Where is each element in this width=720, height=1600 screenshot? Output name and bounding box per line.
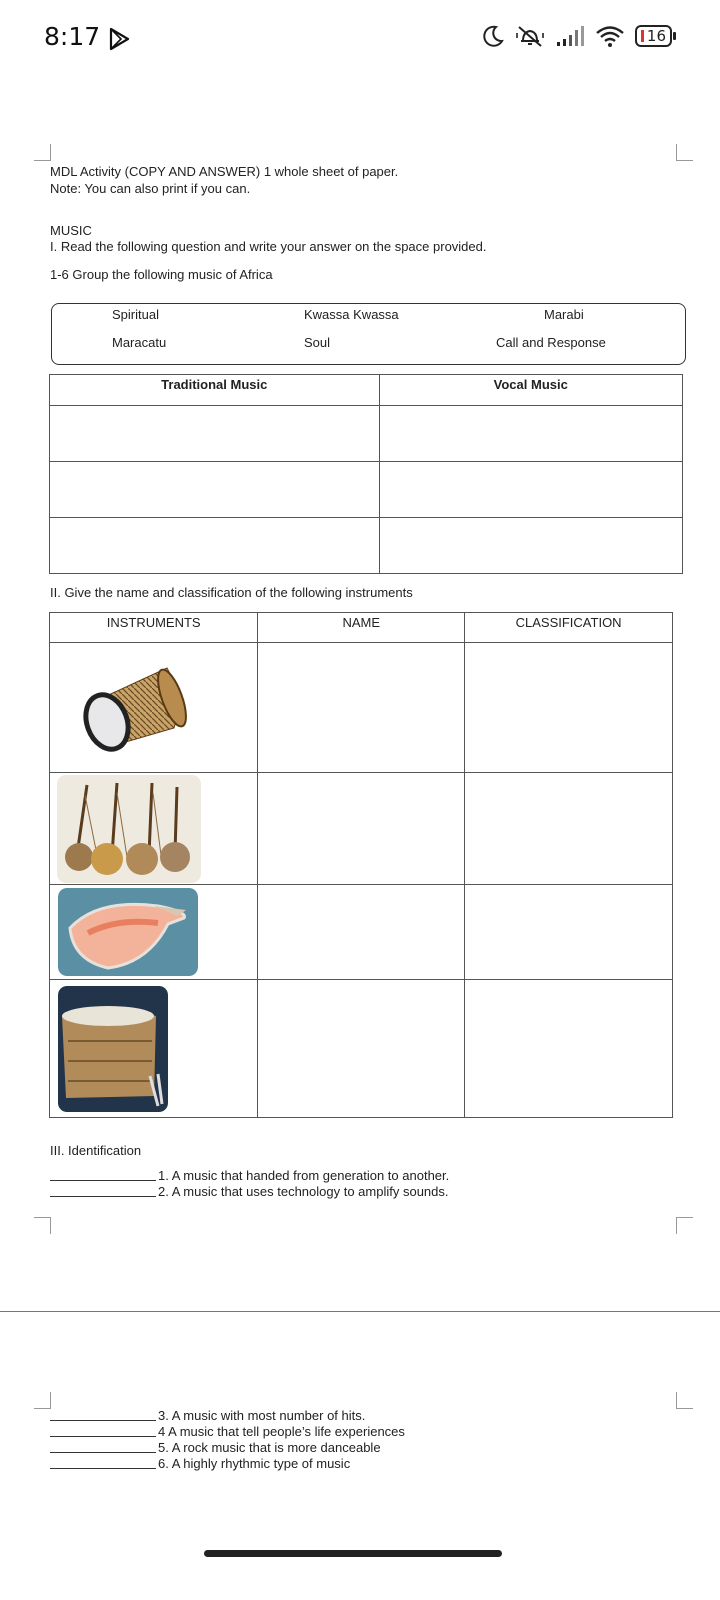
choice-item: Soul xyxy=(304,335,331,350)
question-text: 4 A music that tell people’s life experiences xyxy=(158,1424,405,1439)
instrument-cell xyxy=(50,885,258,980)
instrument-cell xyxy=(50,643,258,773)
identification-list-part2 xyxy=(50,1408,405,1472)
column-header: Traditional Music xyxy=(50,375,380,406)
identification-item xyxy=(50,1168,449,1184)
music-grouping-table xyxy=(49,374,683,574)
answer-blank[interactable] xyxy=(50,1168,156,1181)
answer-cell[interactable] xyxy=(379,518,683,574)
djembe-drum-image xyxy=(62,658,192,758)
answer-cell[interactable] xyxy=(465,980,673,1118)
play-store-icon xyxy=(108,27,130,51)
instruments-table xyxy=(49,612,673,1118)
identification-item xyxy=(50,1184,449,1200)
page-corner-mark xyxy=(676,1217,693,1234)
question-text: 6. A highly rhythmic type of music xyxy=(158,1456,351,1471)
answer-blank[interactable] xyxy=(50,1408,156,1421)
table-row xyxy=(50,462,683,518)
page-corner-mark xyxy=(676,144,693,161)
answer-cell[interactable] xyxy=(258,980,465,1118)
identification-item xyxy=(50,1408,405,1424)
choice-item: Spiritual xyxy=(112,307,159,322)
column-header: CLASSIFICATION xyxy=(465,613,673,643)
instrument-cell xyxy=(50,773,258,885)
page-corner-mark xyxy=(34,1217,51,1234)
page-corner-mark xyxy=(34,1392,51,1409)
identification-item xyxy=(50,1456,405,1472)
section2-instruction: II. Give the name and classification of the following instruments xyxy=(50,585,413,600)
question-text: 2. A music that uses technology to amplify sounds. xyxy=(158,1184,449,1199)
column-header: INSTRUMENTS xyxy=(50,613,258,643)
table-row xyxy=(50,885,673,980)
home-gesture-bar[interactable] xyxy=(204,1550,502,1557)
table-row xyxy=(50,773,673,885)
answer-cell[interactable] xyxy=(50,406,380,462)
status-time: 8:17 xyxy=(44,22,101,51)
activity-title: MDL Activity (COPY AND ANSWER) 1 whole sheet of paper. xyxy=(50,164,399,179)
answer-cell[interactable] xyxy=(465,643,673,773)
instrument-cell xyxy=(50,980,258,1118)
section3-title: III. Identification xyxy=(50,1143,142,1158)
answer-cell[interactable] xyxy=(50,462,380,518)
question-text: 1. A music that handed from generation to another. xyxy=(158,1168,450,1183)
carved-drum-image xyxy=(58,986,168,1112)
column-header: Vocal Music xyxy=(379,375,683,406)
signal-icon xyxy=(555,24,585,48)
table-row xyxy=(50,643,673,773)
choice-item: Kwassa Kwassa xyxy=(304,307,399,322)
answer-cell[interactable] xyxy=(465,885,673,980)
kora-harps-image xyxy=(57,775,201,883)
battery-icon xyxy=(635,25,672,47)
answer-cell[interactable] xyxy=(379,462,683,518)
table-row xyxy=(50,980,673,1118)
conch-shell-image xyxy=(58,888,198,976)
battery-percent: 16 xyxy=(646,27,666,45)
column-header: NAME xyxy=(258,613,465,643)
question-text: 5. A rock music that is more danceable xyxy=(158,1440,381,1455)
answer-cell[interactable] xyxy=(258,643,465,773)
answer-cell[interactable] xyxy=(465,773,673,885)
status-icons xyxy=(481,24,672,48)
table-row xyxy=(50,518,683,574)
page-divider xyxy=(0,1311,720,1312)
choice-item: Call and Response xyxy=(496,335,606,350)
answer-cell[interactable] xyxy=(50,518,380,574)
table-row xyxy=(50,406,683,462)
section1-instruction: I. Read the following question and write your answer on the space provided. xyxy=(50,239,487,254)
section1-task: 1-6 Group the following music of Africa xyxy=(50,267,273,282)
activity-note: Note: You can also print if you can. xyxy=(50,181,251,196)
identification-list-part1 xyxy=(50,1168,449,1200)
battery-level xyxy=(641,30,644,42)
subject-heading: MUSIC xyxy=(50,223,92,238)
answer-cell[interactable] xyxy=(258,773,465,885)
identification-item xyxy=(50,1424,405,1440)
page-corner-mark xyxy=(34,144,51,161)
answer-cell[interactable] xyxy=(258,885,465,980)
identification-item xyxy=(50,1440,405,1456)
wifi-icon xyxy=(595,24,625,48)
choice-item: Maracatu xyxy=(112,335,167,350)
moon-icon xyxy=(481,24,505,48)
choice-item: Marabi xyxy=(544,307,584,322)
vibrate-off-icon xyxy=(515,24,545,48)
answer-blank[interactable] xyxy=(50,1456,156,1469)
answer-blank[interactable] xyxy=(50,1184,156,1197)
answer-blank[interactable] xyxy=(50,1424,156,1437)
page-corner-mark xyxy=(676,1392,693,1409)
question-text: 3. A music with most number of hits. xyxy=(158,1408,366,1423)
answer-blank[interactable] xyxy=(50,1440,156,1453)
answer-cell[interactable] xyxy=(379,406,683,462)
